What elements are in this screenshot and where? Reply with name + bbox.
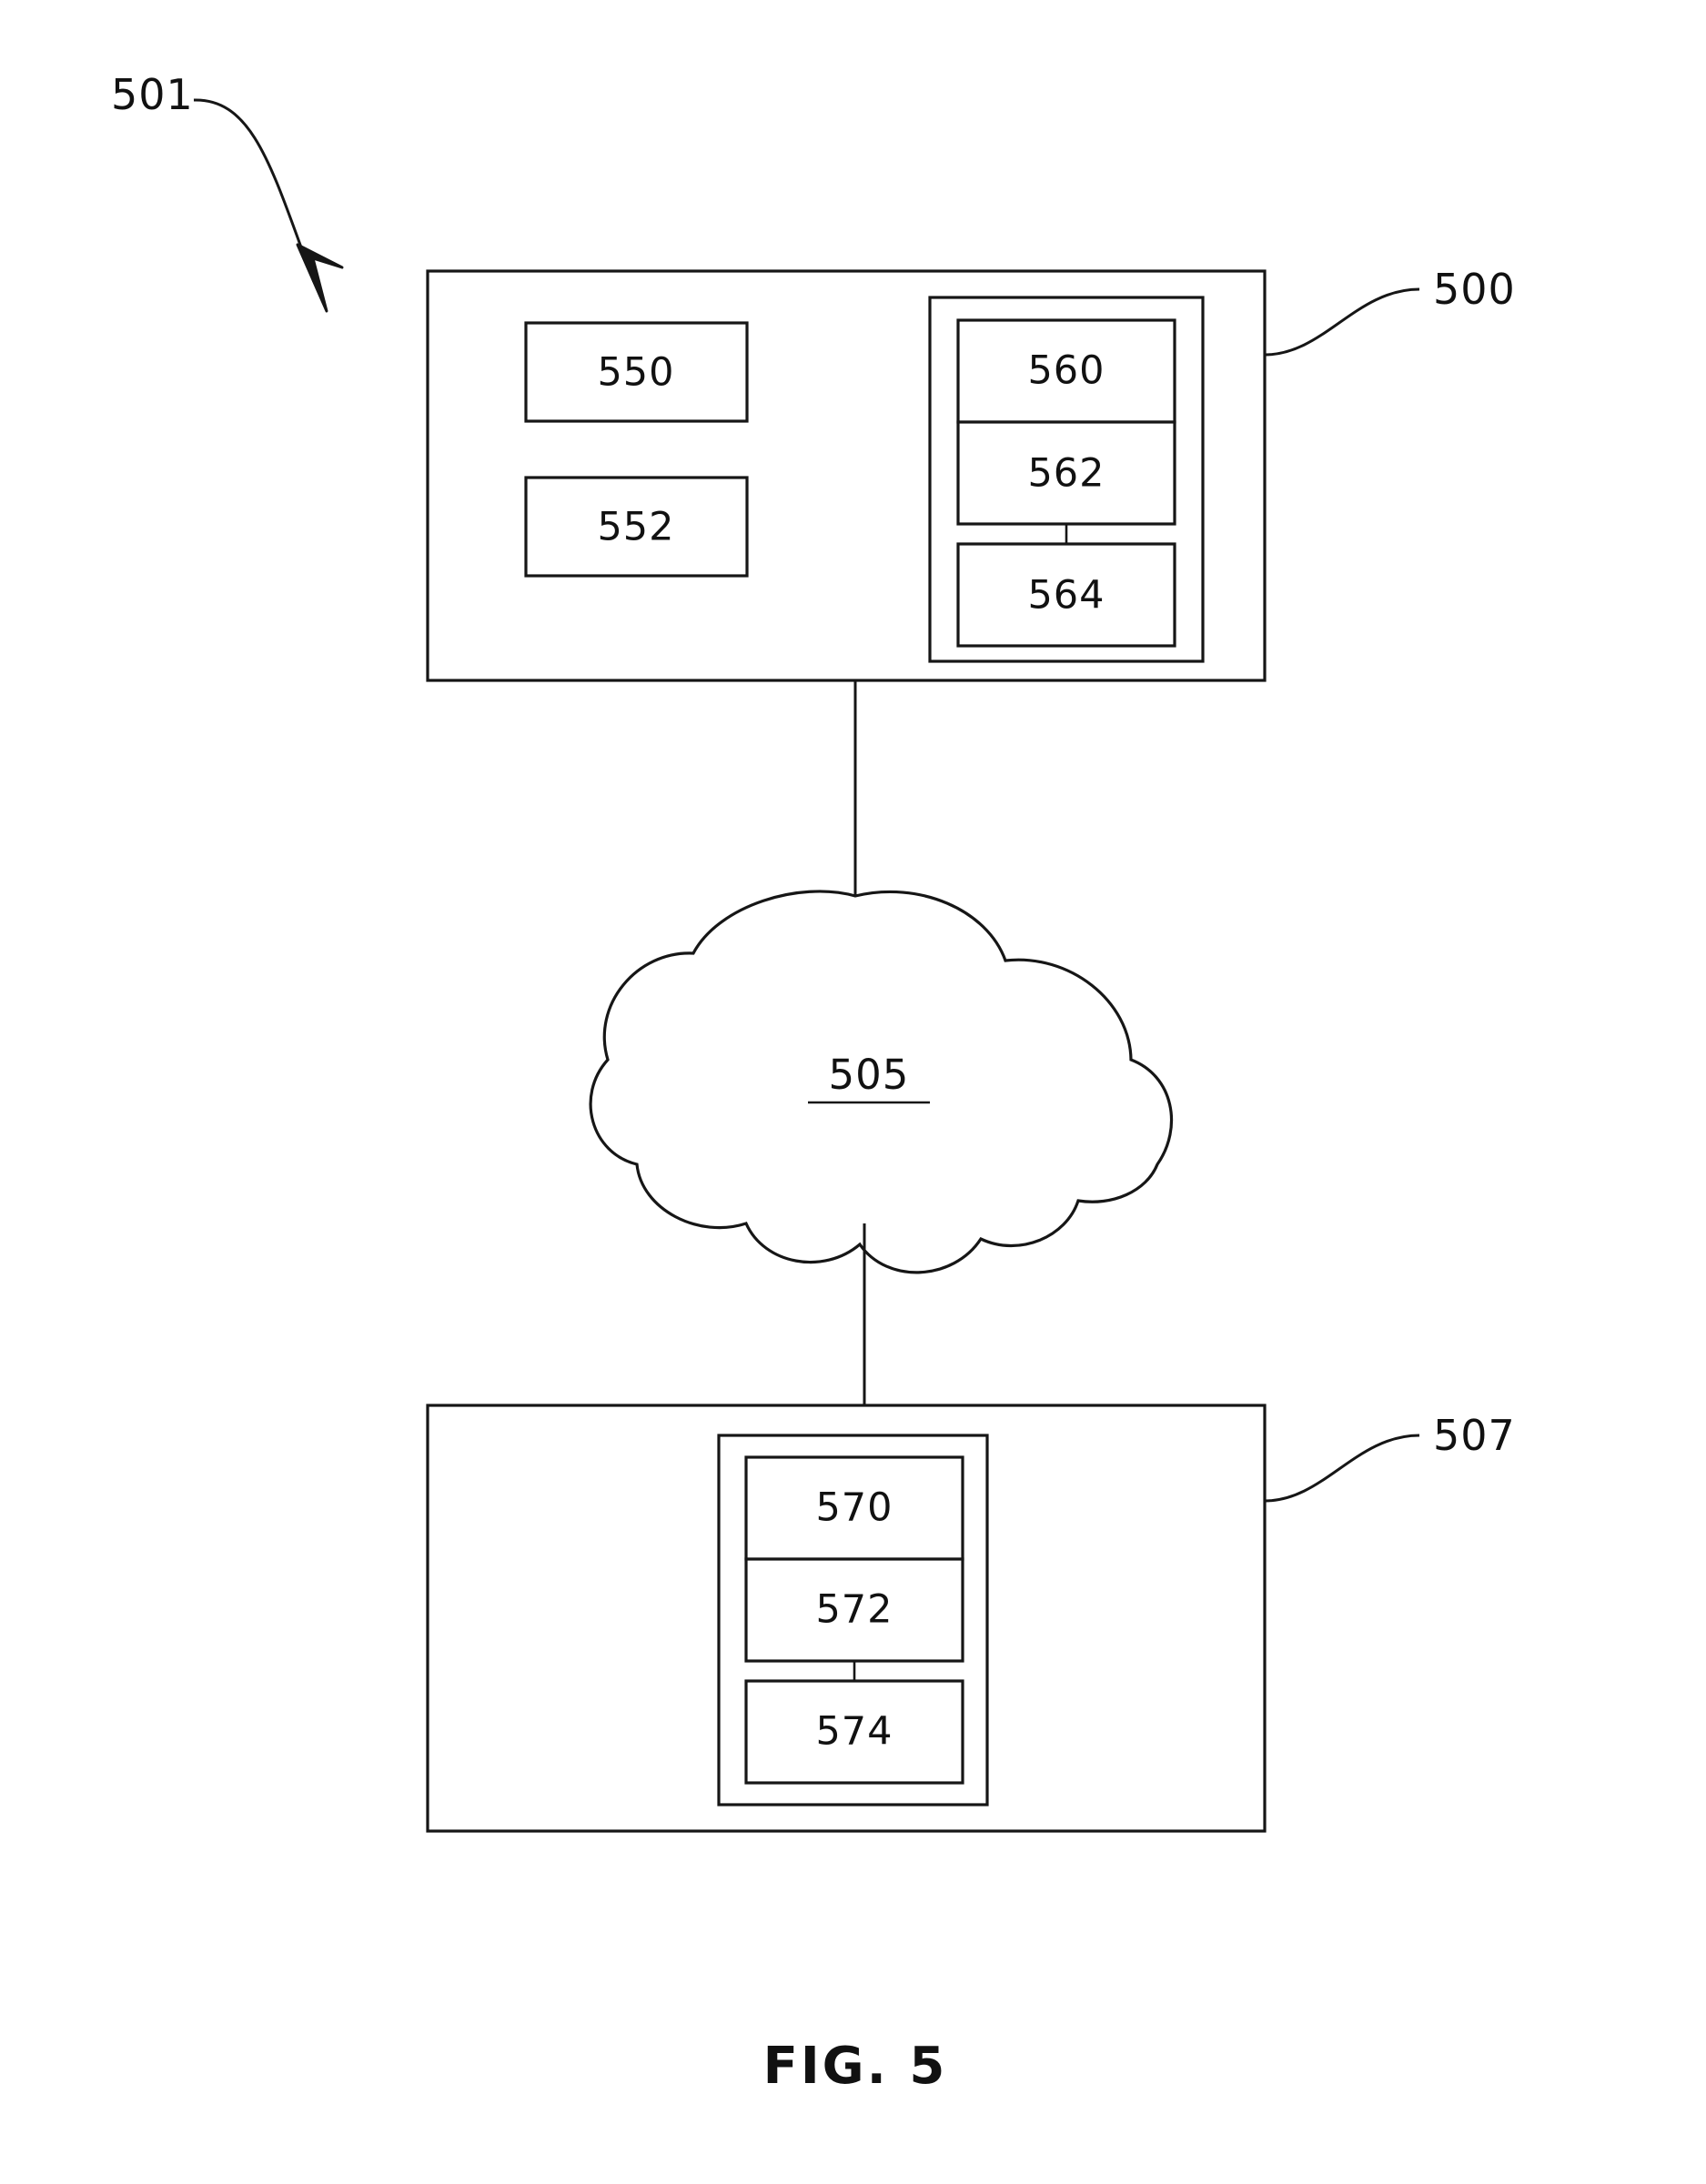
- client-ref-label: 507: [1433, 1411, 1516, 1460]
- system-ref-label: 501: [111, 70, 194, 119]
- server-inner-box-550[interactable]: [526, 323, 747, 421]
- client-stack-item-572-label: 572: [815, 1586, 893, 1633]
- network-cloud-label: 505: [828, 1051, 910, 1099]
- client-ref-leader: [1265, 1411, 1516, 1501]
- server-ref-leader: [1265, 265, 1516, 355]
- client-node[interactable]: [428, 1405, 1265, 1831]
- server-stack-item-560-label: 560: [1027, 347, 1105, 394]
- server-stack-item-560[interactable]: [958, 320, 1175, 422]
- client-stack-item-574-label: 574: [815, 1708, 893, 1755]
- client-stack-item-570-label: 570: [815, 1485, 893, 1531]
- server-stack-item-562[interactable]: [958, 422, 1175, 524]
- server-ref-label: 500: [1433, 265, 1516, 314]
- system-leader-arrow: [194, 100, 342, 311]
- server-inner-box-550-label: 550: [597, 349, 675, 396]
- server-stack-item-564[interactable]: [958, 544, 1175, 646]
- client-stack-item-572[interactable]: [746, 1559, 963, 1661]
- server-inner-box-552[interactable]: [526, 478, 747, 576]
- network-cloud[interactable]: [591, 891, 1171, 1273]
- server-node[interactable]: [428, 271, 1265, 680]
- client-stack-item-574[interactable]: [746, 1681, 963, 1783]
- server-inner-box-552-label: 552: [597, 504, 675, 550]
- client-stack-item-570[interactable]: [746, 1457, 963, 1559]
- server-stack-item-564-label: 564: [1027, 572, 1105, 619]
- figure-caption: FIG. 5: [762, 2037, 948, 2096]
- server-stack-item-562-label: 562: [1027, 450, 1105, 497]
